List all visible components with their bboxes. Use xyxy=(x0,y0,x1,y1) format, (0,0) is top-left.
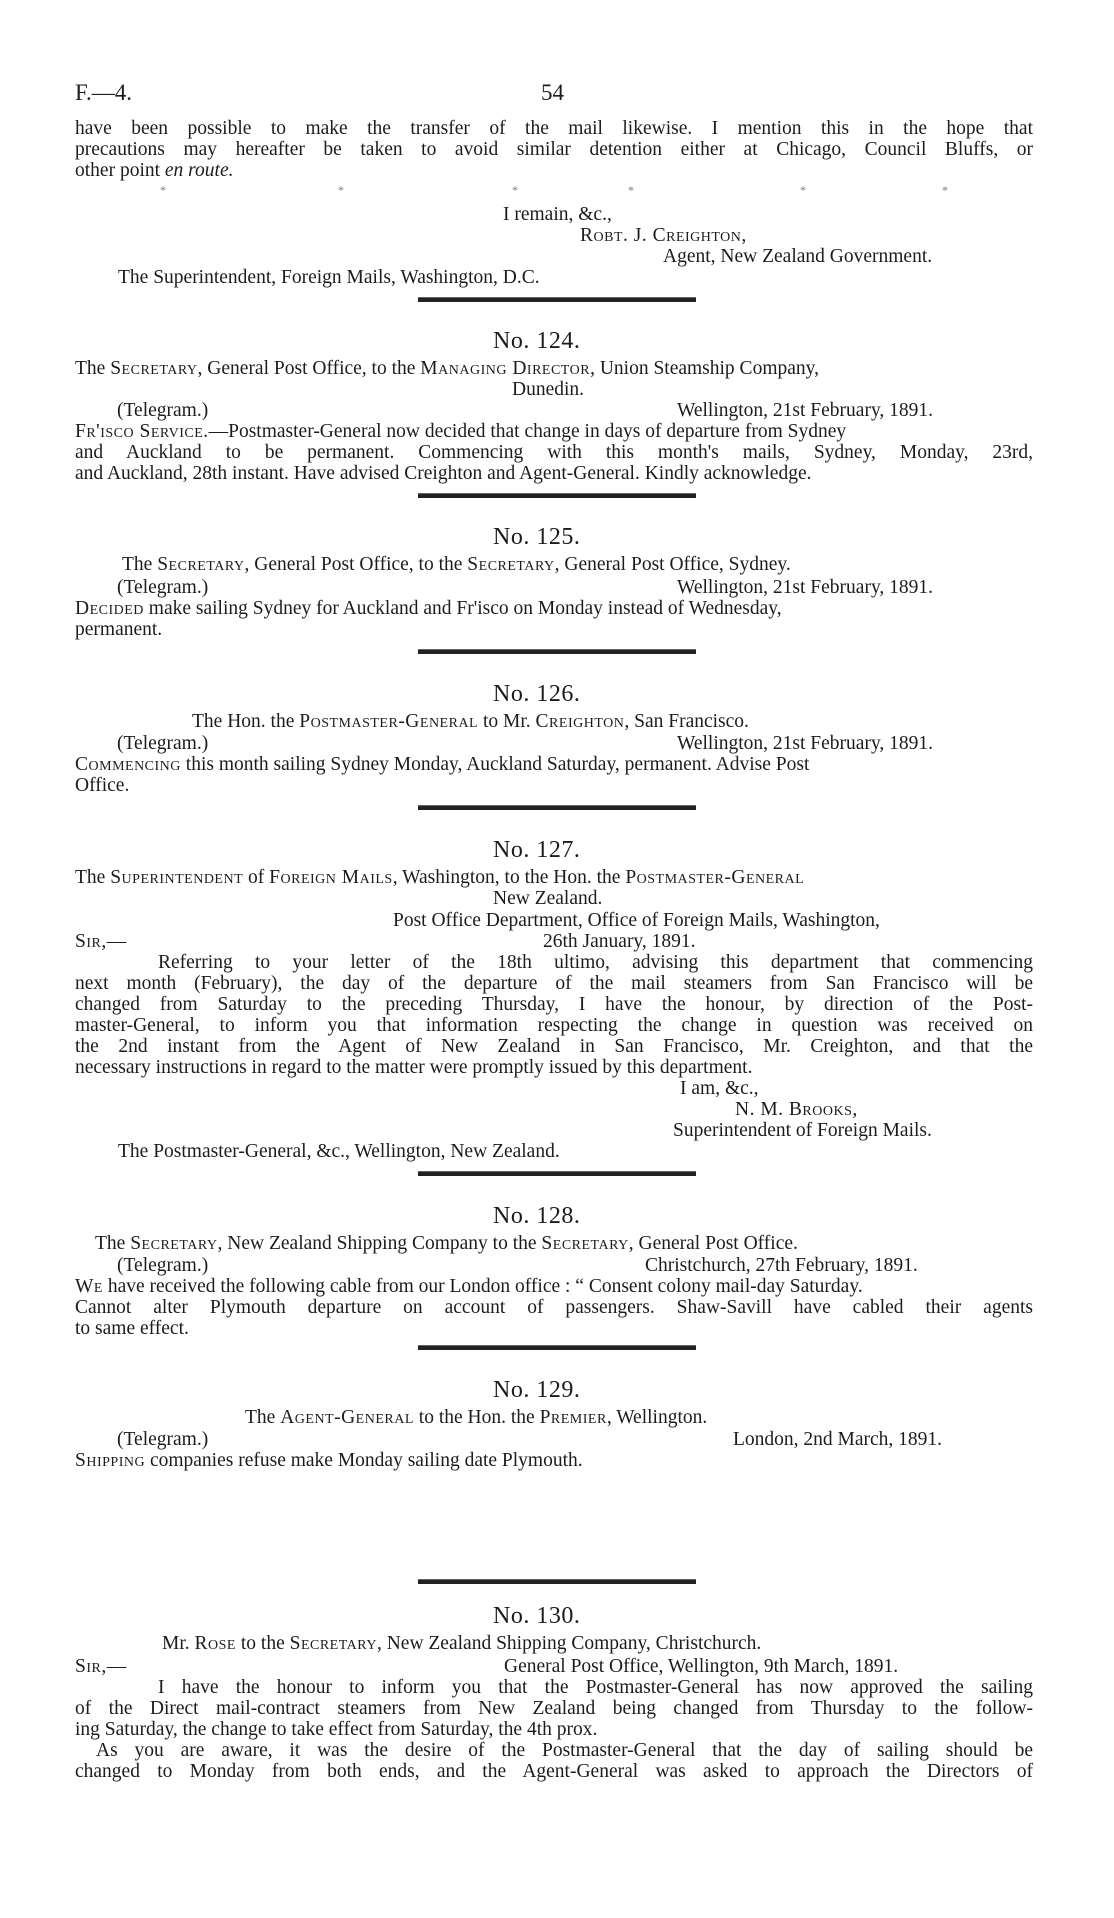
letter-number-125: No. 125. xyxy=(493,524,581,550)
letter-125-heading: The Secretary, General Post Office, to the Secretary, General Post Office, Sydney. xyxy=(122,554,791,575)
divider-rule xyxy=(418,1579,696,1584)
letter-130-body-1: I have the honour to inform you that the Postmaster-General has now approved the sailing xyxy=(158,1677,1033,1698)
letter-125-body-1: Decided make sailing Sydney for Auckland and Fr'isco on Monday instead of Wednesday, xyxy=(75,598,782,619)
divider-rule xyxy=(418,297,696,302)
intro-line-3: other point en route. xyxy=(75,160,234,181)
closing-i-am: I am, &c., xyxy=(680,1078,759,1099)
letter-127-body-2: next month (February), the day of the departure of the mail steamers from San Francisco will be xyxy=(75,973,1033,994)
signer-creighton: Robt. J. Creighton, xyxy=(580,225,747,246)
letter-127-heading-cont: New Zealand. xyxy=(493,888,603,909)
telegram-label: (Telegram.) xyxy=(117,1255,209,1276)
letter-126-heading: The Hon. the Postmaster-General to Mr. Creighton, San Francisco. xyxy=(192,711,749,732)
letter-number-124: No. 124. xyxy=(493,328,581,354)
letter-124-body-2: and Auckland to be permanent. Commencing with this month's mails, Sydney, Monday, 23rd, xyxy=(75,442,1033,463)
letter-126-dateline: Wellington, 21st February, 1891. xyxy=(677,733,934,754)
letter-127-heading: The Superintendent of Foreign Mails, Washington, to the Hon. the Postmaster-General xyxy=(75,867,805,888)
letter-129-heading: The Agent-General to the Hon. the Premier, Wellington. xyxy=(245,1407,708,1428)
signer-brooks: N. M. Brooks, xyxy=(735,1099,858,1120)
letter-129-dateline: London, 2nd March, 1891. xyxy=(733,1429,943,1450)
address-superintendent: The Superintendent, Foreign Mails, Washington, D.C. xyxy=(118,267,540,288)
telegram-label: (Telegram.) xyxy=(117,1429,209,1450)
letter-number-127: No. 127. xyxy=(493,837,581,863)
letter-128-heading: The Secretary, New Zealand Shipping Company to the Secretary, General Post Office. xyxy=(95,1233,798,1254)
letter-127-dateline-2: 26th January, 1891. xyxy=(543,931,696,952)
letter-126-body-1: Commencing this month sailing Sydney Monday, Auckland Saturday, permanent. Advise Post xyxy=(75,754,810,775)
letter-127-dateline-1: Post Office Department, Office of Foreign Mails, Washington, xyxy=(393,910,880,931)
letter-130-dateline: General Post Office, Wellington, 9th March, 1891. xyxy=(504,1656,899,1677)
salutation: Sir,— xyxy=(75,1656,127,1677)
closing-remain: I remain, &c., xyxy=(503,204,612,225)
letter-130-body-3: ing Saturday, the change to take effect from Saturday, the 4th prox. xyxy=(75,1719,598,1740)
document-reference: F.—4. xyxy=(75,80,132,105)
letter-128-dateline: Christchurch, 27th February, 1891. xyxy=(645,1255,918,1276)
letter-number-129: No. 129. xyxy=(493,1377,581,1403)
letter-130-body-4: As you are aware, it was the desire of the Postmaster-General that the day of sailing should be xyxy=(96,1740,1033,1761)
letter-127-body-5: the 2nd instant from the Agent of New Zealand in San Francisco, Mr. Creighton, and that the xyxy=(75,1036,1033,1057)
letter-128-body-3: to same effect. xyxy=(75,1318,189,1339)
letter-130-body-5: changed to Monday from both ends, and the Agent-General was asked to approach the Directors of xyxy=(75,1761,1033,1782)
letter-number-128: No. 128. xyxy=(493,1203,581,1229)
intro-line-1: have been possible to make the transfer of the mail likewise. I mention this in the hope that xyxy=(75,118,1033,139)
letter-124-heading-cont: Dunedin. xyxy=(512,379,585,400)
telegram-label: (Telegram.) xyxy=(117,577,209,598)
divider-rule xyxy=(418,805,696,810)
letter-128-body-2: Cannot alter Plymouth departure on account of passengers. Shaw-Savill have cabled their agents xyxy=(75,1297,1033,1318)
letter-number-130: No. 130. xyxy=(493,1603,581,1629)
letter-126-body-2: Office. xyxy=(75,775,130,796)
divider-rule xyxy=(418,1345,696,1350)
intro-line-2: precautions may hereafter be taken to avoid similar detention either at Chicago, Council Bluffs, or xyxy=(75,139,1033,160)
letter-124-body-1: Fr'isco Service.—Postmaster-General now decided that change in days of departure from Sydney xyxy=(75,421,847,442)
salutation: Sir,— xyxy=(75,931,127,952)
signer-title-superintendent: Superintendent of Foreign Mails. xyxy=(673,1120,932,1141)
letter-127-body-3: changed from Saturday to the preceding Thursday, I have the honour, by direction of the Post- xyxy=(75,994,1033,1015)
address-postmaster-general: The Postmaster-General, &c., Wellington, New Zealand. xyxy=(118,1141,560,1162)
letter-number-126: No. 126. xyxy=(493,681,581,707)
letter-124-body-3: and Auckland, 28th instant. Have advised Creighton and Agent-General. Kindly acknowledge. xyxy=(75,463,812,484)
letter-129-body-1: Shipping companies refuse make Monday sailing date Plymouth. xyxy=(75,1450,583,1471)
letter-124-heading: The Secretary, General Post Office, to the Managing Director, Union Steamship Company, xyxy=(75,358,819,379)
telegram-label: (Telegram.) xyxy=(117,400,209,421)
divider-rule xyxy=(418,493,696,498)
telegram-label: (Telegram.) xyxy=(117,733,209,754)
signer-title-agent: Agent, New Zealand Government. xyxy=(663,246,933,267)
letter-127-body-6: necessary instructions in regard to the matter were promptly issued by this department. xyxy=(75,1057,753,1078)
divider-rule xyxy=(418,1171,696,1176)
divider-rule xyxy=(418,649,696,654)
letter-128-body-1: We have received the following cable from our London office : “ Consent colony mail-day Saturday. xyxy=(75,1276,863,1297)
page-number: 54 xyxy=(541,80,564,105)
letter-127-body-1: Referring to your letter of the 18th ultimo, advising this department that commencing xyxy=(158,952,1033,973)
letter-130-heading: Mr. Rose to the Secretary, New Zealand Shipping Company, Christchurch. xyxy=(162,1633,762,1654)
letter-124-dateline: Wellington, 21st February, 1891. xyxy=(677,400,934,421)
letter-125-dateline: Wellington, 21st February, 1891. xyxy=(677,577,934,598)
letter-127-body-4: master-General, to inform you that information respecting the change in question was received on xyxy=(75,1015,1033,1036)
letter-130-body-2: of the Direct mail-contract steamers from New Zealand being changed from Thursday to the follow- xyxy=(75,1698,1033,1719)
letter-125-body-2: permanent. xyxy=(75,619,163,640)
document-page: F.—4. 54 have been possible to make the transfer of the mail likewise. I mention this in the hope that precautions may hereafter be taken to avoid similar detention either at Chicago, Council Bluffs, or other point en route. * * * * * * I remain, &c., Robt. J. Creighton, Agent, New Zealand Government. The Superintendent, Foreign Mails, Washington, D.C. No. 124. The Secretary, General Post Office, to the Managing Director, Union Steamship Company, Dunedin. (Telegram.) Wellington, 21st February, 1891. Fr'isco Service.—Postmaster-General now decided that change in days of departure from Sydney and Auckland to be permanent. Commencing with this month's mails, Sydney, Monday, 23rd, and Auckland, 28th instant. Have advised Creighton and Agent-General. Kindly acknowledge. No. 125. The Secretary, General Post Office, to the Secretary, General Post Office, Sydney. (Telegram.) Wellington, 21st February, 1891. Decided make sailing Sydney for Auckland and Fr'isco on Monday instead of Wednesday, permanent. No. 126. The Hon. the Postmaster-General to Mr. Creighton, San Francisco. (Telegram.) Wellington, 21st February, 1891. Commencing this month sailing Sydney Monday, Auckland Saturday, permanent. Advise Post Office. No. 127. The Superintendent of Foreign Mails, Washington, to the Hon. the Postmaster-General New Zealand. Post Office Department, Office of Foreign Mails, Washington, Sir,— 26th January, 1891. Referring to your letter of the 18th ultimo, advising this department that commencing next month (February), the day of the departure of the mail steamers from San Francisco will be changed from Saturday to the preceding Thursday, I have the honour, by direction of the Post- master-General, to inform you that information respecting the change in question was received on the 2nd instant from the Agent of New Zealand in San Francisco, Mr. Creighton, and that the necessary instructions in regard to the matter were promptly issued by this department. I am, &c., N. M. Brooks, Superintendent of Foreign Mails. The Postmaster-General, &c., Wellington, New Zealand. No. 128. The Secretary, New Zealand Shipping Company to the Secretary, General Post Office. (Telegram.) Christchurch, 27th February, 1891. We have received the following cable from our London office : “ Consent colony mail-day Saturday. Cannot alter Plymouth departure on account of passengers. Shaw-Savill have cabled their agents to same effect. No. 129. The Agent-General to the Hon. the Premier, Wellington. (Telegram.) London, 2nd March, 1891. Shipping companies refuse make Monday sailing date Plymouth. No. 130. Mr. Rose to the Secretary, New Zealand Shipping Company, Christchurch. Sir,— General Post Office, Wellington, 9th March, 1891. I have the honour to inform you that the Postmaster-General has now approved the sailing of the Direct mail-contract steamers from New Zealand being changed from Thursday to the follow- ing Saturday, the change to take effect from Saturday, the 4th prox. As you are aware, it was the desire of the Postmaster-General that the day of sailing should be changed to Monday from both ends, and the Agent-General was asked to approach the Directors of xyxy=(75,80,1033,1782)
